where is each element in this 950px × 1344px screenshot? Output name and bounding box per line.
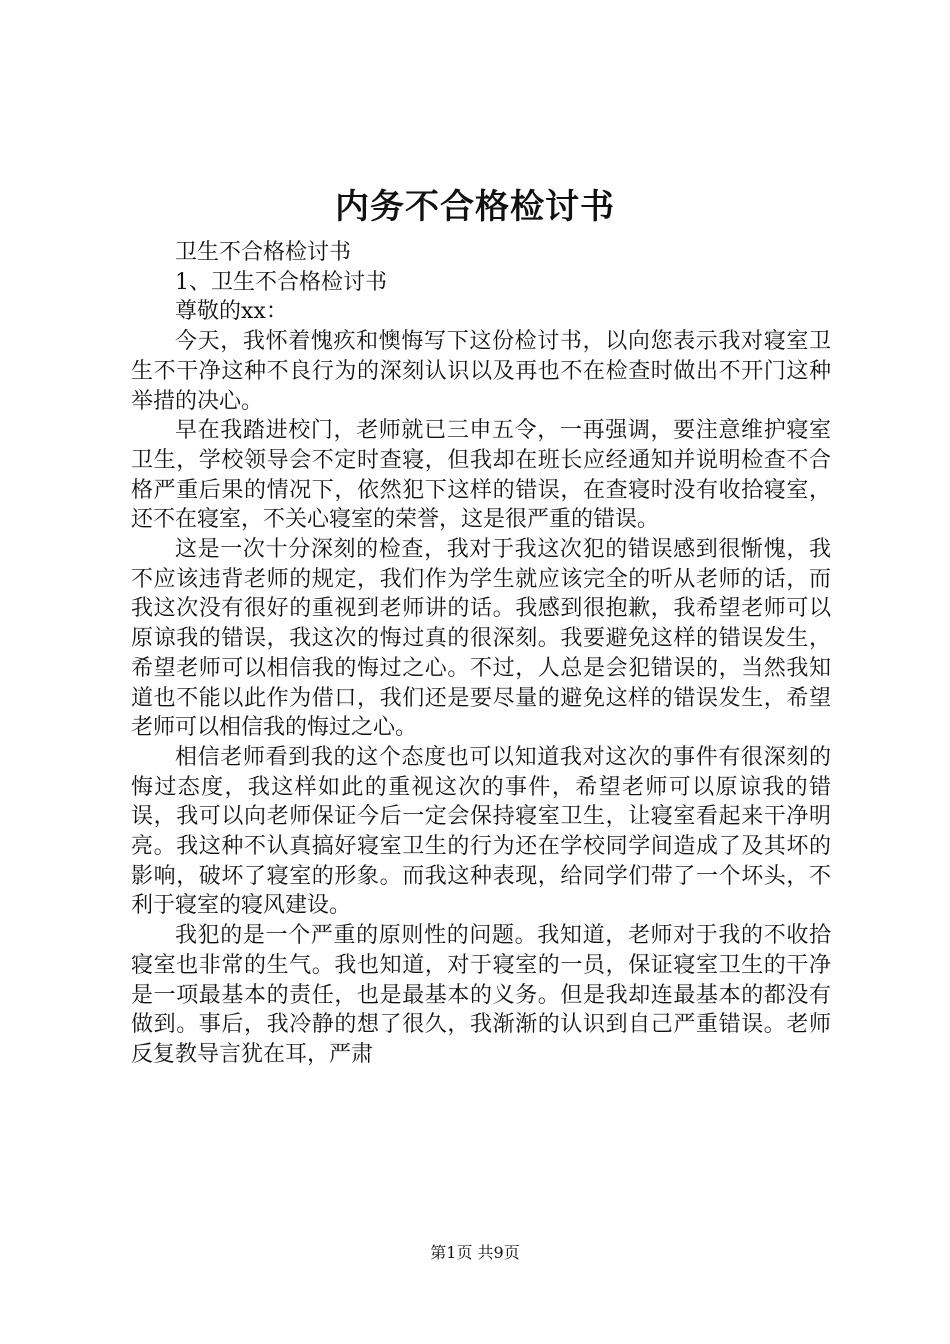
paragraph-body: 相信老师看到我的这个态度也可以知道我对这次的事件有很深刻的悔过态度，我这样如此的重视这次的事件，希望老师可以原谅我的错误，我可以向老师保证今后一定会保持寝室卫生，让寝室看起来干净明亮。我这种不认真搞好寝室卫生的行为还在学校同学间造成了及其坏的影响，破坏了寝室的形象。而我这种表现，给同学们带了一个坏头，不利于寝室的寝风建设。 xyxy=(131,744,831,919)
paragraph-body: 我犯的是一个严重的原则性的问题。我知道，老师对于我的不收拾寝室也非常的生气。我也知道，对于寝室的一员，保证寝室卫生的干净是一项最基本的责任，也是最基本的义务。但是我却连最基本的都没有做到。事后，我冷静的想了很久，我渐渐的认识到自己严重错误。老师反复教导言犹在耳，严肃 xyxy=(131,923,831,1067)
paragraph-salutation: 尊敬的xx： xyxy=(175,299,288,325)
paragraph-numbered-heading: 1、卫生不合格检讨书 xyxy=(175,269,387,295)
paragraph-subtitle: 卫生不合格检讨书 xyxy=(175,240,352,265)
document-title: 内务不合格检讨书 xyxy=(335,187,615,227)
paragraph-body: 早在我踏进校门，老师就已三申五令，一再强调，要注意维护寝室卫生，学校领导会不定时查寝，但我却在班长应经通知并说明检查不合格严重后果的情况下，依然犯下这样的错误，在查寝时没有收拾寝室，还不在寝室，不关心寝室的荣誉，这是很严重的错误。 xyxy=(131,418,831,533)
paragraph-body: 这是一次十分深刻的检查，我对于我这次犯的错误感到很惭愧，我不应该违背老师的规定，我们作为学生就应该完全的听从老师的话，而我这次没有很好的重视到老师讲的话。我感到很抱歉，我希望老师可以原谅我的错误，我这次的悔过真的很深刻。我要避免这样的错误发生，希望老师可以相信我的悔过之心。不过，人总是会犯错误的，当然我知道也不能以此作为借口，我们还是要尽量的避免这样的错误发生，希望老师可以相信我的悔过之心。 xyxy=(131,537,831,741)
page-number-footer: 第1页 共9页 xyxy=(430,1243,520,1262)
document-body xyxy=(131,238,831,1070)
paragraph-body: 今天，我怀着愧疚和懊悔写下这份检讨书，以向您表示我对寝室卫生不干净这种不良行为的深刻认识以及再也不在检查时做出不开门这种举措的决心。 xyxy=(131,329,831,414)
